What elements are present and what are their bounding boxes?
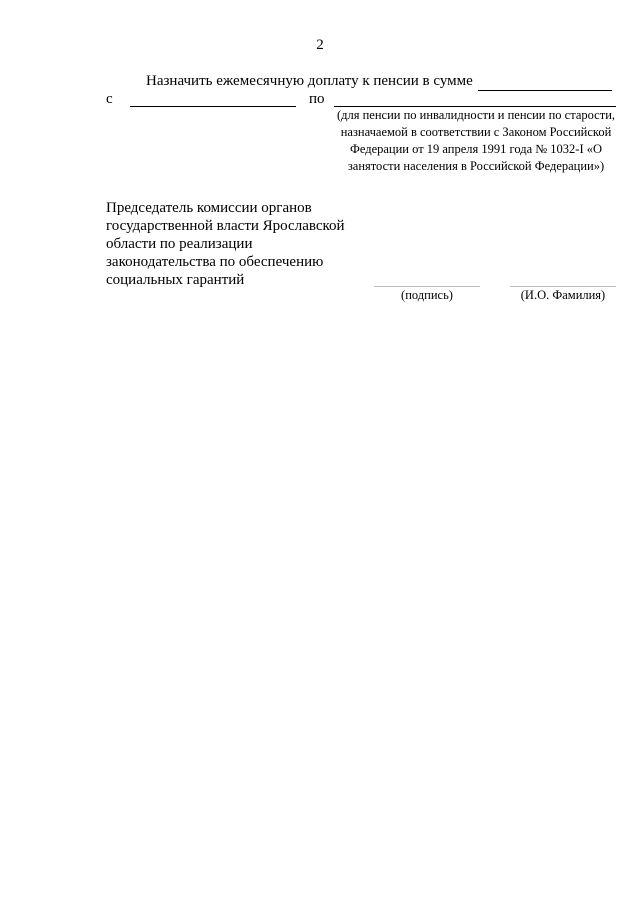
from-label: с xyxy=(106,91,113,107)
from-date-field[interactable] xyxy=(130,106,296,107)
pension-note: (для пенсии по инвалидности и пенсии по старости, назначаемой в соответствии с Законом Российской Федерации от 19 апреля 1991 года № 1032-I «О занятости населения в Российской Федерации») xyxy=(336,108,616,173)
name-caption: (И.О. Фамилия) xyxy=(520,288,606,302)
chairman-title: Председатель комиссии органов государственной власти Ярославской области по реализации законодательства по обеспечению социальных гарантий xyxy=(106,200,345,288)
to-label: по xyxy=(309,91,325,107)
signature-line[interactable] xyxy=(374,286,480,287)
assign-text: Назначить ежемесячную доплату к пенсии в сумме xyxy=(146,73,473,89)
signature-caption: (подпись) xyxy=(401,288,453,302)
page-number: 2 xyxy=(316,37,324,53)
amount-field[interactable] xyxy=(478,90,612,91)
name-line[interactable] xyxy=(510,286,616,287)
